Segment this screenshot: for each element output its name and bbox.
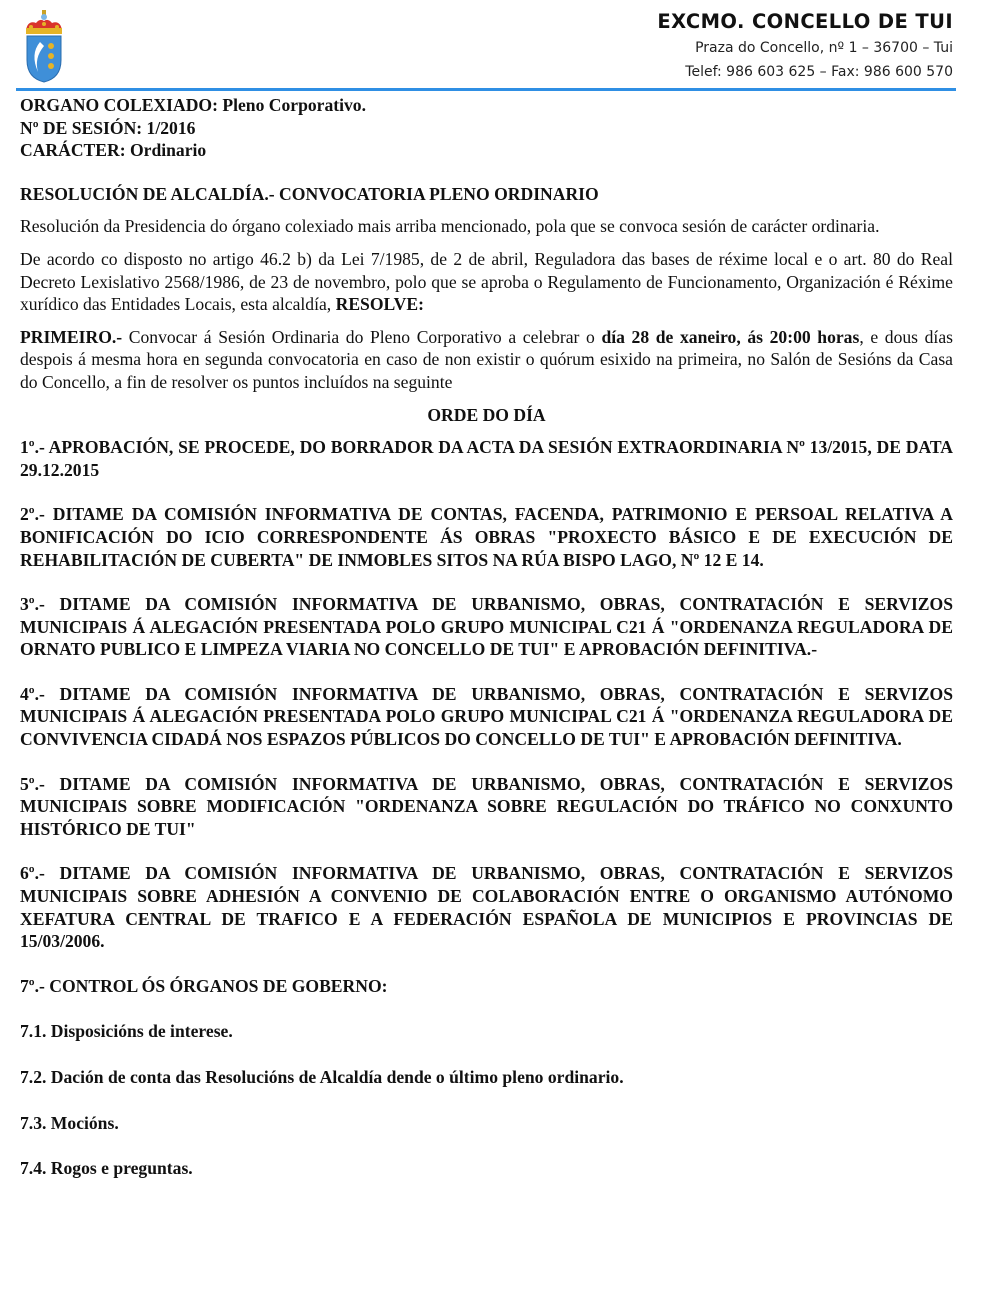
agenda-item-5: 5º.- DITAME DA COMISIÓN INFORMATIVA DE URBANISMO, OBRAS, CONTRATACIÓN E SERVIZOS MUNICIPAIS SOBRE MODIFICACIÓN "ORDENANZA SOBRE REGULACIÓN DO TRÁFICO NO CONXUNTO HISTÓRICO DE TUI" — [20, 773, 953, 839]
agenda-subitem-7-3: 7.3. Mocións. — [20, 1112, 119, 1133]
legal-basis-text: De acordo co disposto no artigo 46.2 b) da Lei 7/1985, de 2 de abril, Reguladora das bases de réxime local e o art. 80 do Real Decreto Lexislativo 2568/1986, de 23 de novembro, polo que se aproba o Regulamento de Funcionamento, Organización é Réxime xurídico das Entidades Locais, esta alcaldía, — [20, 248, 953, 315]
institution-contact: Telef: 986 603 625 – Fax: 986 600 570 — [685, 64, 953, 80]
agenda-item-4: 4º.- DITAME DA COMISIÓN INFORMATIVA DE URBANISMO, OBRAS, CONTRATACIÓN E SERVIZOS MUNICIPAIS Á ALEGACIÓN PRESENTADA POLO GRUPO MUNICIPAL C21 Á "ORDENANZA REGULADORA DE CONVIVENCIA CIDADÁ NOS ESPAZOS PÚBLICOS DO CONCELLO DE TUI" E APROBACIÓN DEFINITIVA. — [20, 683, 953, 750]
agenda-subitem-7-1: 7.1. Disposicións de interese. — [20, 1021, 233, 1042]
document-body — [20, 94, 953, 1180]
resolution-intro: Resolución da Presidencia do órgano colexiado mais arriba mencionado, pola que se convoca sesión de carácter ordinaria. — [20, 216, 880, 237]
header-divider — [16, 88, 956, 91]
institution-name: EXCMO. CONCELLO DE TUI — [657, 10, 953, 33]
character-line: CARÁCTER: Ordinario — [20, 140, 207, 161]
agenda-item-1: 1º.- APROBACIÓN, SE PROCEDE, DO BORRADOR DA ACTA DA SESIÓN EXTRAORDINARIA Nº 13/2015, DE DATA 29.12.2015 — [20, 437, 953, 480]
session-meta — [20, 94, 953, 162]
session-date: día 28 de xaneiro, ás 20:00 horas — [601, 326, 860, 347]
agenda-subitem-7-2: 7.2. Dación de conta das Resolucións de Alcaldía dende o último pleno ordinario. — [20, 1067, 624, 1087]
primeiro-paragraph — [20, 326, 953, 394]
coat-of-arms-icon — [20, 8, 68, 84]
resolution-title: RESOLUCIÓN DE ALCALDÍA.- CONVOCATORIA PLENO ORDINARIO — [20, 183, 599, 204]
primeiro-text-b: , e dous días despois á mesma hora en segunda convocatoria en caso de non existir o quórum esixido na primeira, no Salón de Sesións da Casa do Concello, a fin de resolver os puntos incluídos na seguinte — [20, 326, 953, 392]
agenda-subitem-7-4: 7.4. Rogos e preguntas. — [20, 1158, 193, 1179]
resolve-label: RESOLVE: — [335, 294, 424, 315]
agenda-item-2: 2º.- DITAME DA COMISIÓN INFORMATIVA DE CONTAS, FACENDA, PATRIMONIO E PERSOAL RELATIVA A BONIFICACIÓN DO ICIO CORRESPONDENTE ÁS OBRAS "PROXECTO BÁSICO E DE EXECUCIÓN DE REHABILITACIÓN DE CUBERTA" DE INMOBLES SITOS NA RÚA BISPO LAGO, Nº 12 E 14. — [20, 504, 953, 570]
primeiro-label: PRIMEIRO.- — [20, 326, 123, 347]
agenda-item-3: 3º.- DITAME DA COMISIÓN INFORMATIVA DE URBANISMO, OBRAS, CONTRATACIÓN E SERVIZOS MUNICIPAIS Á ALEGACIÓN PRESENTADA POLO GRUPO MUNICIPAL C21 Á "ORDENANZA REGULADORA DE ORNATO PUBLICO E LIMPEZA VIARIA NO CONCELLO DE TUI" E APROBACIÓN DEFINITIVA.- — [20, 594, 953, 660]
agenda-item-6: 6º.- DITAME DA COMISIÓN INFORMATIVA DE URBANISMO, OBRAS, CONTRATACIÓN E SERVIZOS MUNICIPAIS SOBRE ADHESIÓN A CONVENIO DE COLABORACIÓN ENTRE O ORGANISMO AUTÓNOMO XEFATURA CENTRAL DE TRAFICO E A FEDERACIÓN ESPAÑOLA DE MUNICIPIOS E PROVINCIAS DE 15/03/2006. — [20, 863, 953, 952]
session-number-line: Nº DE SESIÓN: 1/2016 — [20, 117, 196, 138]
organo-line: ORGANO COLEXIADO: Pleno Corporativo. — [20, 95, 366, 115]
institution-address: Praza do Concello, nº 1 – 36700 – Tui — [695, 40, 953, 56]
primeiro-text-a: Convocar á Sesión Ordinaria do Pleno Corporativo a celebrar o — [122, 326, 602, 347]
agenda-title: ORDE DO DÍA — [427, 404, 546, 425]
letterhead — [657, 8, 953, 84]
legal-basis-paragraph — [20, 248, 953, 316]
agenda-item-7: 7º.- CONTROL ÓS ÓRGANOS DE GOBERNO: — [20, 975, 388, 996]
